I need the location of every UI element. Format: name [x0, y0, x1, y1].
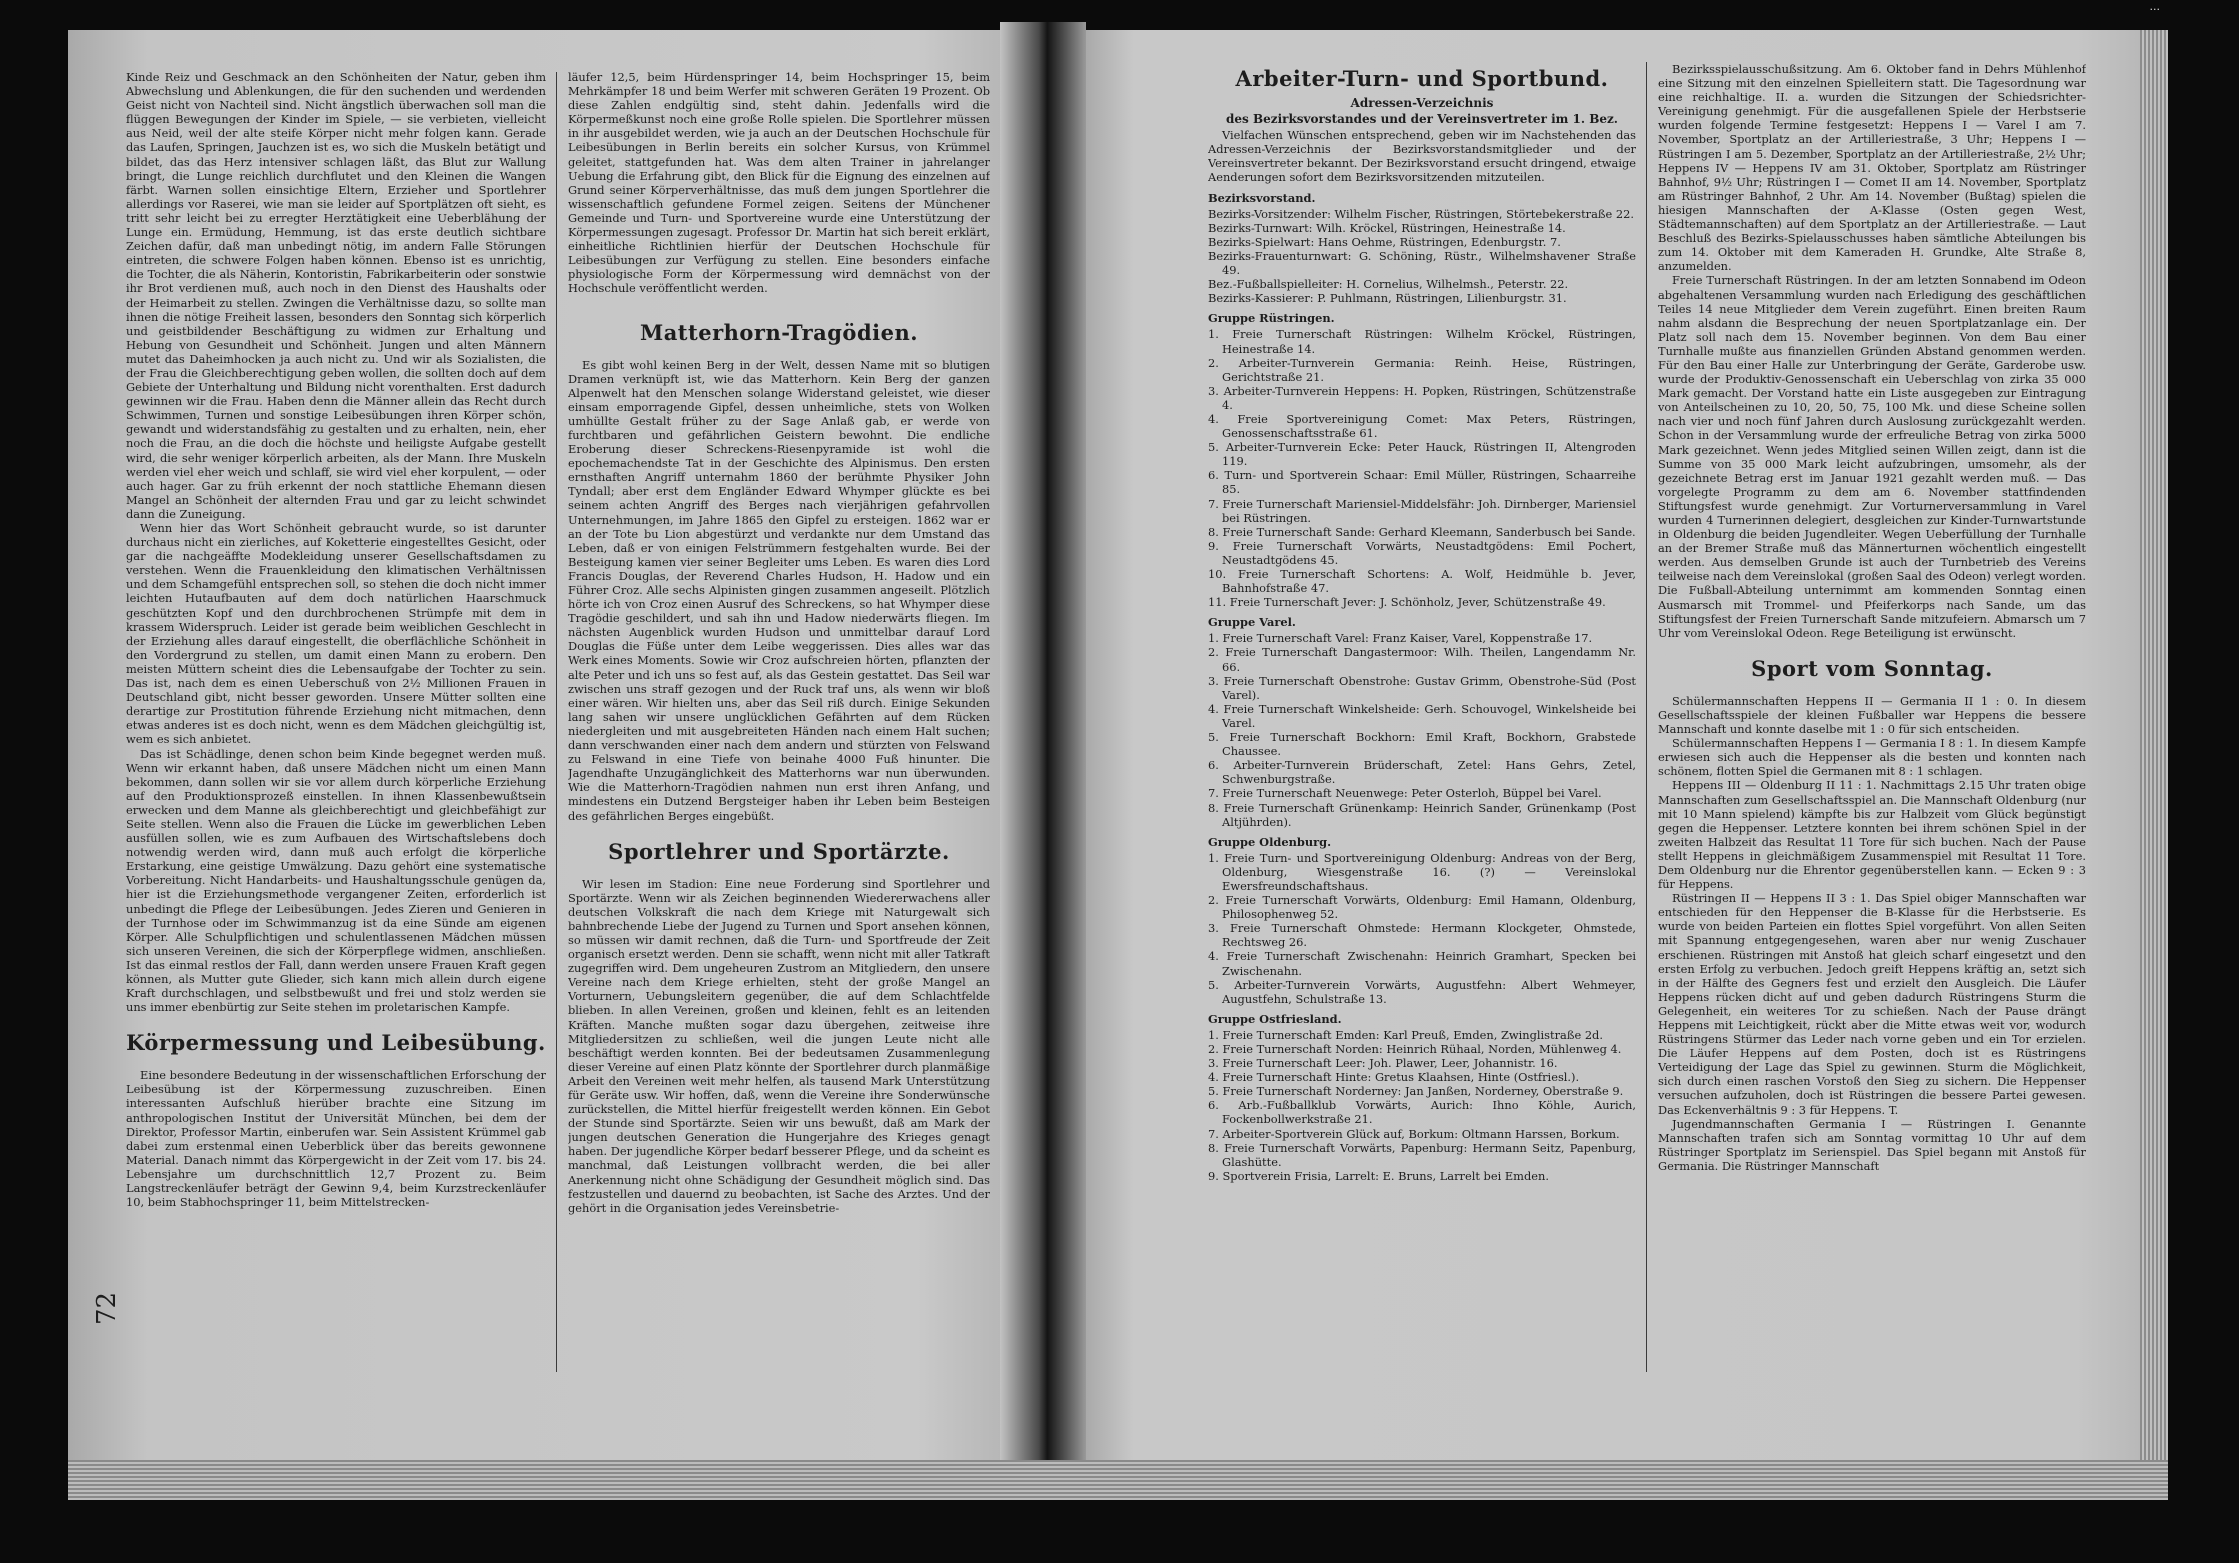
col1-para-2: Wenn hier das Wort Schönheit gebraucht wurde, so ist darunter durchaus nicht ein zierliches, auf Koketterie eingestelltes Gesicht, oder gar die nachgeäffte Modekleidung unserer Gesellschaftsdamen zu verstehen. Wenn die Frauenkleidung den klimatischen Verhältnissen und dem Schamgefühl entsprechen soll, so stehen die doch nicht immer leichten Hutaufbauten auf dem doch natürlichen Haarschmuck geschützten Kopf und den durchbrochenen Strümpfe mit dem in krassem Widerspruch. Leider ist gerade beim weiblichen Geschlecht in der Erziehung alles darauf eingestellt, die oberflächliche Schönheit in den Vordergrund zu stellen, um damit einen Mann zu erobern. Den meisten Müttern scheint dies die Lebensaufgabe der Tochter zu sein. Das ist, nach dem es einen Ueberschuß von 2½ Millionen Frauen in Deutschland gibt, nicht besser geworden. Unsere Mütter sollten eine derartige zur Prostitution führende Erziehung nicht mitmachen, denn etwas anderes ist es doch nicht, wenn es dem Mädchen gleichgültig ist, wem es sich anbietet. [126, 521, 546, 747]
address-entry: 11. Freie Turnerschaft Jever: J. Schönholz, Jever, Schützenstraße 49. [1208, 595, 1606, 610]
col4-para-1: Bezirksspielausschußsitzung. Am 6. Oktober fand in Dehrs Mühlenhof eine Sitzung mit den einzelnen Spielleitern statt. Die Tagesordnung war eine reichhaltige. II. a. wurden die Sitzungen der Schiedsrichter-Vereinigung genehmigt. Für die ausgefallenen Spiele der Herbstserie wurden folgende Termine festgesetzt: Heppens I — Varel I am 7. November, Sportplatz an der Artilleriestraße, 3 Uhr; Heppens I — Rüstringen I am 5. Dezember, Sportplatz an der Artilleriestraße, 2½ Uhr; Heppens IV — Heppens IV am 31. Oktober, Sportplatz am Rüstringer Bahnhof, 9½ Uhr; Rüstringen I — Comet II am 14. November, Sportplatz am Rüstringer Bahnhof, 2 Uhr. Am 14. November (Bußtag) spielen die hiesigen Mannschaften der A-Klasse (Osten gegen West, Städtemannschaften) auf dem Sportplatz an der Artilleriestraße. — Laut Beschluß des Bezirks-Spielausschusses haben sämtliche Abteilungen bis zum 14. Oktober mit dem Kameraden H. Grundke, Alte Straße 8, anzumelden. [1658, 62, 2086, 274]
report-1: Schülermannschaften Heppens II — Germania II 1 : 0. In diesem Gesellschaftsspiele der kleinen Fußballer war Heppens die bessere Mannschaft und konnte daselbe mit 1 : 0 für sich entscheiden. [1658, 693, 2086, 737]
address-entry: 7. Arbeiter-Sportverein Glück auf, Borkum: Oltmann Harssen, Borkum. [1208, 1126, 1620, 1141]
col2-article-2: Wir lesen im Stadion: Eine neue Forderung sind Sportlehrer und Sportärzte. Wenn wir als Zeichen beginnenden Wiedererwachens aller deutschen Volkskraft die nach dem Kriege mit Naturgewalt sich bahnbrechende Liebe der Jugend zu Turnen und Sport ansehen können, so müssen wir damit rechnen, daß die Turn- und Sportfreude der Zeit organisch ersetzt werden. Denn sie schafft, wenn nicht mit aller Tatkraft zugegriffen wird. Dem ungeheuren Zustrom an Mitgliedern, den unsere Vereine nach dem Kriege erhielten, steht der große Mangel an Vorturnern, Uebungsleitern gegenüber, die auf dem Schlachtfelde blieben. In allen Vereinen, großen und kleinen, fehlt es an leitenden Kräften. Manche mußten sogar dazu übergehen, zeitweise ihre Mitgliedersitzen zu schließen, weil die jungen Leute nicht alle beschäftigt werden konnten. Bei der bedeutsamen Zusammenlegung dieser Vereine auf einen Platz könnte der Sportlehrer durch planmäßige Arbeit den Vereinen weit mehr helfen, als tausend Mark Unterstützung für Geräte usw. Wir hoffen, daß, wenn die Vereine ihre Sonderwünsche zurückstellen, die Mittel hierfür freigestellt werden können. Ein Gebot der Stunde sind Sportärzte. Seien wir uns bewußt, daß am Mark der jungen deutschen Generation die Hungerjahre des Krieges genagt haben. Der jugendliche Körper bedarf besserer Pflege, und da scheint es manchmal, daß Leistungen vollbracht werden, die bei aller Anerkennung nicht ohne Schädigung der Gesundheit möglich sind. Das festzustellen und dauernd zu beobachten, ist Sache des Arztes. Und der gehört in die Organisation jedes Vereinsbetrie- [568, 876, 990, 1215]
address-entry: 1. Freie Turn- und Sportvereinigung Oldenburg: Andreas von der Berg, Oldenburg, Wiesgenstraße 16. (?) — Vereinslokal Ewersfreundschaftshaus. [1208, 850, 1636, 893]
address-entry: Bez.-Fußballspielleiter: H. Cornelius, Wilhelmsh., Peterstr. 22. [1208, 277, 1569, 292]
column-2 [568, 70, 990, 1400]
address-entry: 1. Freie Turnerschaft Rüstringen: Wilhelm Kröckel, Rüstringen, Heinestraße 14. [1208, 327, 1636, 356]
section-title: Gruppe Varel. [1208, 615, 1296, 630]
report-3: Heppens III — Oldenburg II 11 : 1. Nachmittags 2.15 Uhr traten obige Mannschaften zum Gesellschaftsspiel an. Die Mannschaft Oldenburg (nur mit 10 Mann spielend) kämpfte bis zur Halbzeit vom Glück begünstigt gegen die Heppenser. Letztere konnten bei ihrem schönen Spiel in der zweiten Halbzeit das Resultat 11 Tore für sich buchen. Nach der Pause stellt Heppens in gleichmäßigem Zusammenspiel mit Resultat 11 Tore. Dem Oldenburg nur die Ehrentor gegenüberstellen kann. — Ecken 9 : 3 für Heppens. [1658, 778, 2086, 892]
col2-intro: läufer 12,5, beim Hürdenspringer 14, beim Hochspringer 15, beim Mehrkämpfer 18 und beim Werfer mit schweren Geräten 19 Prozent. Ob diese Zahlen endgültig sind, steht dahin. Jedenfalls wird die Körpermeßkunst noch eine große Rolle spielen. Die Sportlehrer müssen in ihr ausgebildet werden, wie ja auch an der Deutschen Hochschule für Leibesübungen in Berlin bereits ein solcher Kursus, von Krümmel geleitet, stattgefunden hat. Was dem alten Trainer in jahrelanger Uebung die Erfahrung gibt, den Blick für die Eignung des einzelnen auf Grund seiner Körperverhältnisse, das muß dem jungen Sportlehrer die wissenschaftlich gefundene Formel zeigen. Seitens der Münchener Gemeinde und Turn- und Sportvereine wurde eine Unterstützung der Körpermessungen zugesagt. Professor Dr. Martin hat sich bereit erklärt, einheitliche Richtlinien hierfür der Deutschen Hochschule für Leibesübungen zur Verfügung zu stellen. Eine besonders einfache physiologische Form der Körpermessung wird demnächst von der Hochschule veröffentlicht werden. [568, 70, 990, 296]
col1-article: Eine besondere Bedeutung in der wissenschaftlichen Erforschung der Leibesübung ist der Körpermessung zuzuschreiben. Einen interessanten Aufschluß hierüber brachte eine Sitzung im anthropologischen Institut der Universität München, bei dem der Direktor, Professor Martin, einberufen war. Sein Assistent Krümmel gab dabei zum erstenmal einen Ueberblick über das bereits gewonnene Material. Danach nimmt das Körpergewicht in der Zeit vom 17. bis 24. Lebensjahre um durchschnittlich 12,7 Prozent zu. Beim Langstreckenläufer beträgt der Gewinn 9,4, beim Kurzstreckenläufer 10, beim Stabhochspringer 11, beim Mittelstrecken- [126, 1068, 546, 1210]
section-title: Gruppe Oldenburg. [1208, 834, 1332, 849]
address-entry: Bezirks-Spielwart: Hans Oehme, Rüstringen, Edenburgstr. 7. [1208, 234, 1561, 249]
heading-matterhorn: Matterhorn-Tragödien. [639, 319, 919, 345]
report-5: Jugendmannschaften Germania I — Rüstringen I. Genannte Mannschaften trafen sich am Sonntag vormittag 10 Uhr auf dem Rüstringer Sportplatz im Serienspiel. Das Spiel begann mit Anstoß für Germania. Die Rüstringer Mannschaft [1658, 1116, 2086, 1173]
col1-para-1: Kinde Reiz und Geschmack an den Schönheiten der Natur, geben ihm Abwechslung und Ablenkungen, die für den suchenden und werdenden Geist nicht von Nachteil sind. Nicht ängstlich überwachen soll man die flüggen Bewegungen der Kinder im Spiele, — sie verbieten, vielleicht aus Neid, weil der alte steife Körper nicht mehr folgen kann. Gerade das Laufen, Springen, Jauchzen ist es, wo sich die Muskeln betätigt und bildet, das das Herz intensiver schlagen läßt, das Blut zur Wallung bringt, die Lunge reichlich durchflutet und den Kleinen die Wangen färbt. Warnen sollen einsichtige Eltern, Erzieher und Sportlehrer allerdings vor Raserei, wie man sie leider auf Sportplätzen oft sieht, es tritt sehr leicht bei zu erregter Herztätigkeit eine Ueberblähung der Lunge ein. Ermüdung, Hemmung, ist das erste deutlich sichtbare Zeichen dafür, daß man unbedingt nötig, im andern Falle Störungen eintreten, die schwere Folgen haben können. Ebenso ist es unrichtig, die Tochter, die als Näherin, Kontoristin, Fabrikarbeiterin oder sonstwie ihr Brot verdienen muß, auch noch in den Dienst des Haushalts oder der Heimarbeit zu stellen. Zwingen die Verhältnisse dazu, so sollte man ihnen die nötige Freiheit lassen, besonders den Sonntag sich körperlich und geistbildender Beschäftigung zu widmen zur Erhaltung und Hebung von Gesundheit und Schönheit. Jungen und alten Männern mutet das Daheimhocken ja auch nicht zu. Und wir als Sozialisten, die der Frau die Gleichberechtigung geben wollen, die sollten doch auf dem Gebiete der Unterhaltung und Bildung nicht vorenthalten. Erst dadurch gewinnen wir die Frau. Haben denn die Männer allein das Recht durch Schwimmen, Turnen und sonstige Leibesübungen ihren Körper schön, gewandt und widerstandsfähig zu gestalten und zu erhalten, nein, eher noch die Frau, an die doch die höchste und heiligste Aufgabe gestellt wird, die sehr weniger körperlich arbeiten, als der Mann. Ihre Muskeln werden viel eher weich und schlaff, sie wird viel eher korpulent, — oder auch hager. Gar zu früh erkennt der noch stattliche Ehemann diesen Mangel an Schönheit der alternden Frau und gar zu leicht schwindet dann die Zuneigung. [126, 70, 546, 521]
address-entry: 8. Freie Turnerschaft Grünenkamp: Heinrich Sander, Grünenkamp (Post Altjührden). [1208, 800, 1636, 829]
col1-para-3: Das ist Schädlinge, denen schon beim Kinde begegnet werden muß. Wenn wir erkannt haben, daß unsere Mädchen nicht um einen Mann bekommen, dann sollen wir sie vor allem durch körperliche Erziehung auf den Produktionsprozeß einstellen. In ihnen Klassenbewußtsein erwecken und dem Manne als gleichberechtigt und gleichbefähigt zur Seite stellen. Wenn also die Frauen die Lücke im gewerblichen Leben ausfüllen sollen, wie es zum Aufbauen des Wirtschaftslebens doch notwendig werden wird, dann muß auch erfolgt die körperliche Erstarkung, eine geistige Umwälzung. Dazu gehört eine systematische Vorbereitung. Nicht Handarbeits- und Haushaltungsschule genügen da, hier ist die Erziehungsmethode vergangener Zeiten, erforderlich ist unbedingt die Pflege der Leibesübungen. Jedes Zieren und Genieren in der Turnhose oder im Schwimmanzug ist da eine Sünde am eigenen Körper. Alle Schulpflichtigen und schulentlassenen Mädchen müssen sich unseren Vereinen, die sich der Körperpflege widmen, anschließen. Ist das einmal restlos der Fall, dann werden unsere Frauen Kraft gegen können, als Mutter gute Glieder, sich kann mich allein durch eigene Kraft durchschlagen, und selbstbewußt und frei und stolz werden sie uns immer ebenbürtig zur Seite stehen im proletarischen Kampfe. [126, 746, 546, 1015]
address-entry: 1. Freie Turnerschaft Varel: Franz Kaiser, Varel, Koppenstraße 17. [1208, 631, 1593, 646]
address-entry: 3. Arbeiter-Turnverein Heppens: H. Popken, Rüstringen, Schützenstraße 4. [1208, 383, 1636, 412]
address-entry: 7. Freie Turnerschaft Mariensiel-Middelsfähr: Joh. Dirnberger, Mariensiel bei Rüstringen. [1208, 496, 1636, 525]
heading-koerpermessung: Körpermessung und Leibesübung. [126, 1030, 546, 1056]
address-entry: 4. Freie Turnerschaft Hinte: Gretus Klaahsen, Hinte (Ostfriesl.). [1208, 1070, 1580, 1085]
page-stack-bottom [68, 1460, 2168, 1500]
col2-article: Es gibt wohl keinen Berg in der Welt, dessen Name mit so blutigen Dramen verknüpft ist, wie das Matterhorn. Kein Berg der ganzen Alpenwelt hat den Menschen solange Widerstand geleistet, wie dieser einsam emporragende Gipfel, dessen unheimliche, stets von Wolken umhüllte Gestalt früher zu der Sage Anlaß gab, er werde von furchtbaren und gefährlichen Geistern bewohnt. Die endliche Eroberung dieser Schreckens-Riesenpyramide ist wohl die epochemachendste Tat in der Geschichte des Alpinismus. Den ersten ernsthaften Angriff unternahm 1860 der berühmte Physiker John Tyndall; aber erst dem Engländer Edward Whymper glückte es bei seinem achten Angriff des Berges nach vierjährigen gefahrvollen Unternehmungen, im Jahre 1865 den Gipfel zu ersteigen. 1862 war er an der Tote bu Lion abgestürzt und verdankte nur dem Umstand das Leben, daß er von einigen Felstrümmern festgehalten wurde. Bei der Besteigung kamen vier seiner Begleiter ums Leben. Es waren dies Lord Francis Douglas, der Reverend Charles Hudson, H. Hadow und ein Führer Croz. Alle sechs Alpinisten gingen zusammen angeseilt. Plötzlich hörte ich von Croz einen Ausruf des Schreckens, so hat Whymper diese Tragödie geschildert, und sah ihn und Hadow niederwärts fliegen. Im nächsten Augenblick wurden Hudson und unmittelbar darauf Lord Douglas die Füße unter dem Leibe weggerissen. Dies alles war das Werk eines Moments. Sowie wir Croz aufschreien hörten, pflanzten der alte Peter und ich uns so fest auf, als das Gestein gestattet. Das Seil war zwischen uns straff gezogen und der Ruck traf uns, als wenn wir bloß einer wären. Wir hielten uns, aber das Seil riß durch. Einige Sekunden lang sahen wir unsere unglücklichen Gefährten auf dem Rücken niedergleiten und mit ausgebreiteten Händen nach einem Halt suchen; dann verschwanden einer nach dem andern und stürzten von Felswand zu Felswand in eine Tiefe von beinahe 4000 Fuß hinunter. Die Jagendhafte Unzugänglichkeit des Matterhorns war nun überwunden. Wie die Matterhorn-Tragödien nahmen nun erst ihren Anfang, und mindestens ein Dutzend Bergsteiger haben ihr Leben beim Besteigen des gefährlichen Berges eingebüßt. [568, 357, 990, 823]
subheading-bezirk: des Bezirksvorstandes und der Vereinsvertreter im 1. Bez. [1226, 112, 1618, 127]
address-entry: Bezirks-Frauenturnwart: G. Schöning, Rüstr., Wilhelmshavener Straße 49. [1208, 248, 1636, 278]
address-entry: 6. Arbeiter-Turnverein Brüderschaft, Zetel: Hans Gehrs, Zetel, Schwenburgstraße. [1208, 758, 1636, 787]
address-entry: 6. Turn- und Sportverein Schaar: Emil Müller, Rüstringen, Schaarreihe 85. [1208, 468, 1636, 497]
address-entry: 4. Freie Turnerschaft Zwischenahn: Heinrich Gramhart, Specken bei Zwischenahn. [1208, 949, 1636, 978]
address-sections [1208, 191, 1636, 1183]
address-entry: 9. Sportverein Frisia, Larrelt: E. Bruns, Larrelt bei Emden. [1208, 1168, 1549, 1183]
column-rule [1646, 62, 1647, 1372]
address-entry: Bezirks-Kassierer: P. Puhlmann, Rüstringen, Lilienburgstr. 31. [1208, 291, 1567, 306]
address-entry: 8. Freie Turnerschaft Sande: Gerhard Kleemann, Sanderbusch bei Sande. [1208, 524, 1636, 539]
col4-para-2: Freie Turnerschaft Rüstringen. In der am letzten Sonnabend im Odeon abgehaltenen Versammlung wurden nach Erledigung des geschäftlichen Teiles 14 neue Mitglieder dem Verein zugeführt. Einen breiten Raum nahm alsdann die Besprechung der neuen Sportplatzanlage ein. Der Platz soll nach dem 15. November beginnen. Von dem Bau einer Turnhalle mußte aus finanziellen Gründen Abstand genommen werden. Für den Bau einer Halle zur Unterbringung der Geräte, Garderobe usw. wurde der Produktiv-Genossenschaft ein Ueberschlag von zirka 35 000 Mark gemacht. Der Vorstand hatte ein Liste ausgegeben zur Eintragung von Anteilscheinen zu 10, 20, 50, 75, 100 Mk. und diese Scheine sollen nach vier und noch fünf Jahren durch Auslosung zurückgezahlt werden. Schon in der Versammlung wurde der erfreuliche Betrag von zirka 5000 Mark gezeichnet. Wenn jedes Mitglied seinen Willen zeigt, dann ist die Summe von 35 000 Mark leicht aufzubringen, umsomehr, als der gezeichnete Betrag erst im Januar 1921 gezahlt werden muß. — Das vorgelegte Programm zu dem am 6. November stattfindenden Stiftungsfest wurde genehmigt. Zur Vorturnerversammlung in Varel wurden 4 Turnerinnen delegiert, desgleichen zur Kinder-Turnwartstunde in Oldenburg die beiden Jugendleiter. Wegen Ueberfüllung der Turnhalle an der Bremer Straße muß das Männerturnen wöchentlich eingestellt werden. Aus demselben Grunde ist auch der Turnbetrieb des Vereins teilweise nach dem Vereinslokal (großen Saal des Odeon) verlegt worden. Die Fußball-Abteilung unternimmt am kommenden Sonntag einen Ausmarsch mit Trommel- und Pfeiferkorps nach Sande, um das Stiftungsfest der Freien Turnerschaft Sande mitzufeiern. Abmarsch um 7 Uhr vom Vereinslokal Odeon. Rege Beteiligung ist erwünscht. [1658, 273, 2086, 640]
section-title: Gruppe Ostfriesland. [1208, 1011, 1342, 1026]
address-entry: 6. Arb.-Fußballklub Vorwärts, Aurich: Ihno Köhle, Aurich, Fockenbollwerkstraße 21. [1208, 1098, 1636, 1127]
heading-arbeiter-turn: Arbeiter-Turn- und Sportbund. [1235, 66, 1609, 91]
address-entry: 2. Freie Turnerschaft Norden: Heinrich Rühaal, Norden, Mühlenweg 4. [1208, 1042, 1622, 1056]
address-entry: 10. Freie Turnerschaft Schortens: A. Wolf, Heidmühle b. Jever, Bahnhofstraße 47. [1208, 567, 1636, 596]
report-4: Rüstringen II — Heppens II 3 : 1. Das Spiel obiger Mannschaften war entschieden für den Heppenser die B-Klasse für die Herbstserie. Es wurde von beiden Parteien ein flottes Spiel vorgeführt. Von allen Seiten mit Spannung entgegengesehen, waren aber nur wenig Zuschauer erschienen. Rüstringen mit Anstoß hat gleich scharf eingesetzt und den ersten Erfolg zu verbuchen. Jedoch greift Heppens kräftig an, setzt sich in der Hälfte des Gegners fest und erzielt den Ausgleich. Die Läufer Heppens rücken dicht auf und geben dadurch Rüstringens Sturm die Gelegenheit, ein weiteres Tor zu schießen. Nach der Pause drängt Heppens mit Leichtigkeit, rückt aber die Mitte etwas weit vor, wodurch Rüstringens Stürmer das Leder nach vorne geben und ein Tor erzielen. Die Läufer Heppens auf dem Posten, doch ist es Rüstringens Verteidigung der Lage das Spiel zu gewinnen. Sturm die Möglichkeit, sich durch einen raschen Vorstoß den Sieg zu sichern. Die Heppenser versuchen aufzuholen, doch ist Rüstringen die bessere Partei gewesen. Das Eckenverhältnis 9 : 3 für Heppens. T. [1658, 891, 2086, 1117]
column-4 [1658, 62, 2086, 1402]
address-entry: 5. Freie Turnerschaft Bockhorn: Emil Kraft, Bockhorn, Grabstede Chaussee. [1208, 730, 1636, 759]
address-entry: 2. Freie Turnerschaft Dangastermoor: Wilh. Theilen, Langendamm Nr. 66. [1208, 645, 1636, 674]
page-stack-right [2140, 30, 2168, 1490]
page-number: 72 [92, 1291, 122, 1325]
column-rule [556, 72, 557, 1372]
address-entry: 4. Freie Sportvereinigung Comet: Max Peters, Rüstringen, Genossenschaftsstraße 61. [1208, 411, 1636, 441]
corner-text: ... [2149, 0, 2160, 13]
address-entry: 9. Freie Turnerschaft Vorwärts, Neustadtgödens: Emil Pochert, Neustadtgödens 45. [1208, 538, 1636, 567]
address-entry: Bezirks-Turnwart: Wilh. Kröckel, Rüstringen, Heinestraße 14. [1208, 220, 1566, 235]
address-entry: 5. Arbeiter-Turnverein Vorwärts, Augustfehn: Albert Wehmeyer, Augustfehn, Schulstraße 13. [1208, 977, 1636, 1006]
section-title: Gruppe Rüstringen. [1208, 311, 1335, 326]
address-entry: 4. Freie Turnerschaft Winkelsheide: Gerh. Schouvogel, Winkelsheide bei Varel. [1208, 701, 1636, 730]
address-entry: 5. Freie Turnerschaft Norderney: Jan Janßen, Norderney, Oberstraße 9. [1208, 1084, 1624, 1099]
address-entry: 3. Freie Turnerschaft Obenstrohe: Gustav Grimm, Obenstrohe-Süd (Post Varel). [1208, 673, 1636, 702]
address-entry: 8. Freie Turnerschaft Vorwärts, Papenburg: Hermann Seitz, Papenburg, Glashütte. [1208, 1140, 1636, 1169]
heading-sport-sonntag: Sport vom Sonntag. [1751, 655, 1993, 681]
address-entry: 2. Freie Turnerschaft Vorwärts, Oldenburg: Emil Hamann, Oldenburg, Philosophenweg 52. [1208, 893, 1636, 922]
address-entry: 5. Arbeiter-Turnverein Ecke: Peter Hauck, Rüstringen II, Altengroden 119. [1208, 440, 1636, 469]
book-gutter [1000, 22, 1086, 1482]
heading-sportlehrer: Sportlehrer und Sportärzte. [608, 838, 950, 864]
address-entry: 2. Arbeiter-Turnverein Germania: Reinh. Heise, Rüstringen, Gerichtstraße 21. [1208, 355, 1636, 384]
address-entry: 1. Freie Turnerschaft Emden: Karl Preuß, Emden, Zwinglistraße 2d. [1208, 1027, 1603, 1042]
address-entry: Bezirks-Vorsitzender: Wilhelm Fischer, Rüstringen, Störtebekerstraße 22. [1208, 206, 1634, 221]
address-entry: 3. Freie Turnerschaft Ohmstede: Hermann Klockgeter, Ohmstede, Rechtsweg 26. [1208, 921, 1636, 950]
section-title: Bezirksvorstand. [1208, 190, 1316, 205]
report-2: Schülermannschaften Heppens I — Germania I 8 : 1. In diesem Kampfe erwiesen sich auch die Heppenser als die besten und konnten nach schönem, flotten Spiel die Germanen mit 8 : 1 schlagen. [1658, 736, 2086, 779]
address-entry: 7. Freie Turnerschaft Neuenwege: Peter Osterloh, Büppel bei Varel. [1208, 786, 1602, 801]
subheading-adressen: Adressen-Verzeichnis [1350, 96, 1494, 110]
column-3 [1208, 62, 1636, 1402]
column-1 [126, 70, 546, 1400]
col3-intro: Vielfachen Wünschen entsprechend, geben wir im Nachstehenden das Adressen-Verzeichnis der Bezirksvorstandsmitglieder und der Vereinsvertreter bekannt. Der Bezirksvorstand ersucht dringend, etwaige Aenderungen sofort dem Bezirksvorsitzenden mitzuteilen. [1208, 128, 1636, 185]
address-entry: 3. Freie Turnerschaft Leer: Joh. Plawer, Leer, Johannistr. 16. [1208, 1056, 1558, 1071]
